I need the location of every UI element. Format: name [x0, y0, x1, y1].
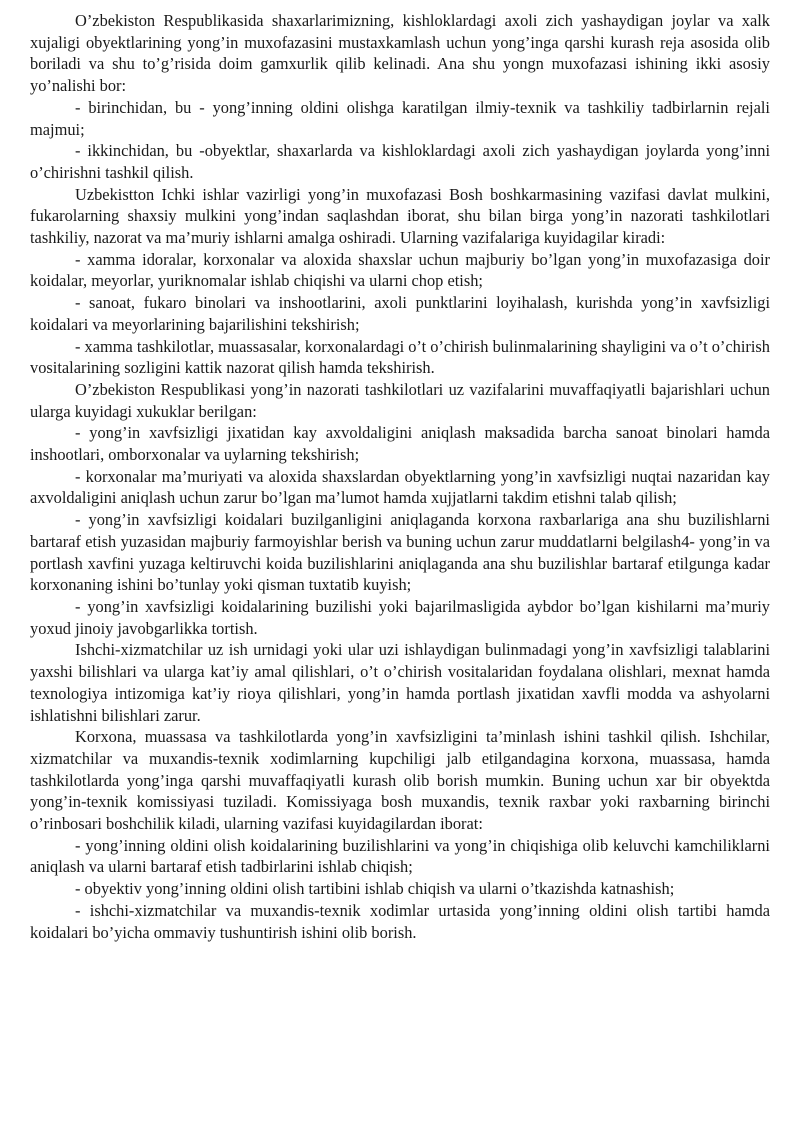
list-item: - xamma idoralar, korxonalar va aloxida shaxslar uchun majburiy bo’lgan yong’in muxofazasiga doir koidalar, meyorlar, yuriknomalar ishlab chiqishi va ularni chop etish; [30, 249, 770, 291]
list-item: - ishchi-xizmatchilar va muxandis-texnik xodimlar urtasida yong’inning oldini olish tartibi hamda koidalari bo’yicha ommaviy tushuntirish ishini olib borish. [30, 900, 770, 942]
list-item: - yong’in xavfsizligi jixatidan kay axvoldaligini aniqlash maksadida barcha sanoat binolari hamda inshootlari, omborxonalar va uylarning tekshirish; [30, 423, 770, 465]
body-paragraph: Ishchi-xizmatchilar uz ish urnidagi yoki ular uzi ishlaydigan bulinmadagi yong’in xavfsizligi talablarini yaxshi bilishlari va ularga kat’iy amal qilishlari, o’t o’chirish vositalaridan foydalana olishlari, mexnat hamda texnologiya intizomiga kat’iy rioya qilishlari, yong’in hamda portlash jixatidan xavfli modda va ashyolarni ishlatishni bilishlari zarur. [30, 640, 770, 725]
document-page [30, 10, 770, 943]
list-item: - sanoat, fukaro binolari va inshootlarini, axoli punktlarini loyihalash, kurishda yong’in xavfsizligi koidalari va meyorlarining bajarilishini tekshirish; [30, 293, 770, 334]
body-paragraph: O’zbekiston Respublikasi yong’in nazorati tashkilotlari uz vazifalarini muvaffaqiyatli bajarishlari uchun ularga kuyidagi xukuklar berilgan: [30, 379, 770, 421]
list-item: - yong’in xavfsizligi koidalarining buzilishi yoki bajarilmasligida aybdor bo’lgan kishilarni ma’muriy yoxud jinoiy javobgarlikka tortish. [30, 596, 770, 638]
list-item: - yong’in xavfsizligi koidalari buzilganligini aniqlaganda korxona raxbarlariga ana shu buzilishlarni bartaraf etish yuzasidan majburiy farmoyishlar berish va buning uchun zarur muddatlarni belgilash4- yong’in va portlash xavfini yuzaga keltiruvchi koida buzilishlarini aniqlaganda ana shu buzilishlar bartaraf etilgunga kadar korxonaning ishini bo’tunlay yoki qisman tuxtatib kuyish; [30, 510, 770, 595]
list-item: - obyektiv yong’inning oldini olish tartibini ishlab chiqish va ularni o’tkazishda katnashish; [75, 879, 675, 899]
body-paragraph: Uzbekistton Ichki ishlar vazirligi yong’in muxofazasi Bosh boshkarmasining vazifasi davlat mulkini, fukarolarning shaxsiy mulkini yong’indan saqlashdan iborat, shu bilan birga yong’in nazorati tashkilotlari tashkiliy, nazorat va ma’muriy ishlarni amalga oshiradi. Ularning vazifalariga kuyidagilar kiradi: [30, 184, 770, 248]
list-item: - yong’inning oldini olish koidalarining buzilishlarini va yong’in chiqishiga olib keluvchi kamchiliklarni aniqlash va ularni bartaraf etish tadbirlarini ishlab chiqish; [30, 835, 770, 877]
list-item: - xamma tashkilotlar, muassasalar, korxonalardagi o’t o’chirish bulinmalarining shayligini va o’t o’chirish vositalarining sozligini kattik nazorat qilish hamda tekshirish. [30, 336, 770, 378]
list-item: - ikkinchidan, bu -obyektlar, shaxarlarda va kishloklardagi axoli zich yashaydigan joylarda yong’inni o’chirishni tashkil qilish. [30, 141, 770, 182]
body-paragraph: Korxona, muassasa va tashkilotlarda yong’in xavfsizligini ta’minlash ishini tashkil qilish. Ishchilar, xizmatchilar va muxandis-texnik xodimlarning kupchiligi jalb etilgandagina korxona, muassasa, hamda tashkilotlarda yong’inga qarshi muvaffaqiyatli kurash olib borish mumkin. Buning uchun xar bir obyektda yong’in-texnik komissiyasi tuziladi. Komissiyaga bosh muxandis, texnik raxbar yoki raxbarning birinchi o’rinbosari boshchilik kiladi, ularning vazifasi kuyidagilardan iborat: [30, 727, 770, 834]
list-item: - korxonalar ma’muriyati va aloxida shaxslardan obyektlarning yong’in xavfsizligi nuqtai nazaridan kay axvoldaligini aniqlash uchun zarur bo’lgan ma’lumot hamda xujjatlarni takdim etishni talab qilish; [30, 466, 770, 508]
list-item: - birinchidan, bu - yong’inning oldini olishga karatilgan ilmiy-texnik va tashkiliy tadbirlarnin rejali majmui; [30, 97, 770, 139]
intro-paragraph: O’zbekiston Respublikasida shaxarlarimizning, kishloklardagi axoli zich yashaydigan joylar va xalk xujaligi obyektlarining yong’in muxofazasini mustaxkamlash uchun yong’inga qarshi kurash reja asosida olib boriladi va shu to’g’risida doim gamxurlik qilib kelinadi. Ana shu yongn muxofazasi ishining ikki asosiy yo’nalishi bor: [30, 11, 770, 96]
